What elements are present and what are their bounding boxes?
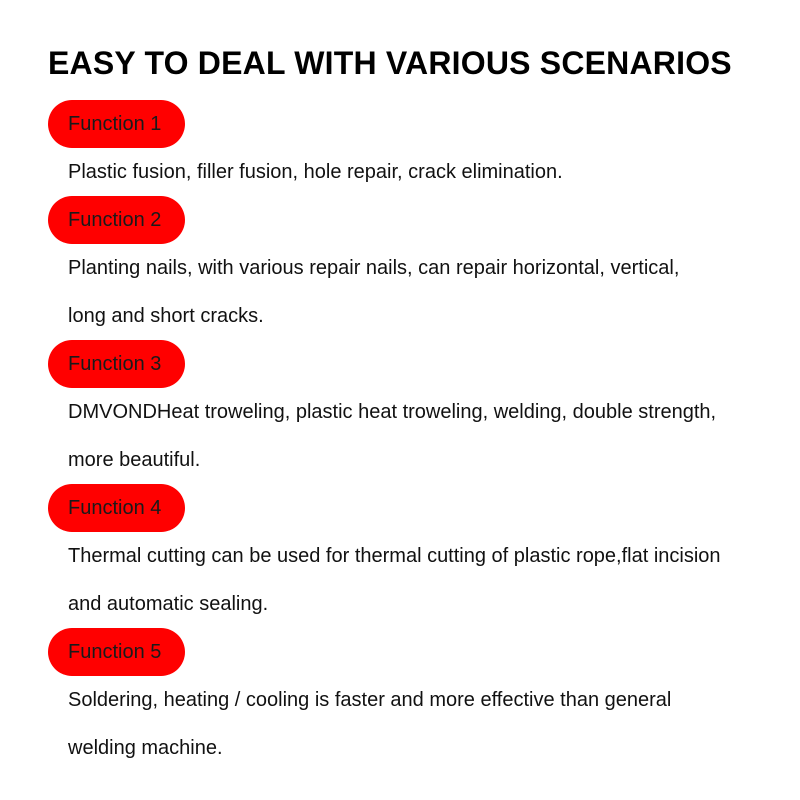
function-description-5 <box>48 676 788 772</box>
function-badge-2: Function 2 <box>48 196 185 244</box>
function-badge-1: Function 1 <box>48 100 185 148</box>
function-description-2-line-2: long and short cracks. <box>68 305 264 327</box>
function-badge-5: Function 5 <box>48 628 185 676</box>
function-description-4-line-2: and automatic sealing. <box>68 593 269 615</box>
function-description-2 <box>48 244 788 340</box>
function-section-5 <box>48 628 788 772</box>
function-section-2 <box>48 196 788 340</box>
function-section-1 <box>48 100 788 196</box>
page-title: EASY TO DEAL WITH VARIOUS SCENARIOS <box>48 45 732 81</box>
function-description-5-line-1: Soldering, heating / cooling is faster and more effective than general <box>68 689 672 711</box>
function-badge-3: Function 3 <box>48 340 185 388</box>
function-badge-4: Function 4 <box>48 484 185 532</box>
function-description-3-line-1: DMVONDHeat troweling, plastic heat troweling, welding, double strength, <box>68 401 717 423</box>
function-description-5-line-2: welding machine. <box>68 737 223 759</box>
function-description-3 <box>48 388 788 484</box>
function-description-2-line-1: Planting nails, with various repair nails, can repair horizontal, vertical, <box>68 257 680 279</box>
function-section-4 <box>48 484 788 628</box>
function-description-1-line-1: Plastic fusion, filler fusion, hole repair, crack elimination. <box>68 161 563 183</box>
function-section-3 <box>48 340 788 484</box>
function-description-4 <box>48 532 788 628</box>
function-description-3-line-2: more beautiful. <box>68 449 201 471</box>
function-description-4-line-1: Thermal cutting can be used for thermal cutting of plastic rope,flat incision <box>68 545 721 567</box>
function-description-1 <box>48 148 788 196</box>
